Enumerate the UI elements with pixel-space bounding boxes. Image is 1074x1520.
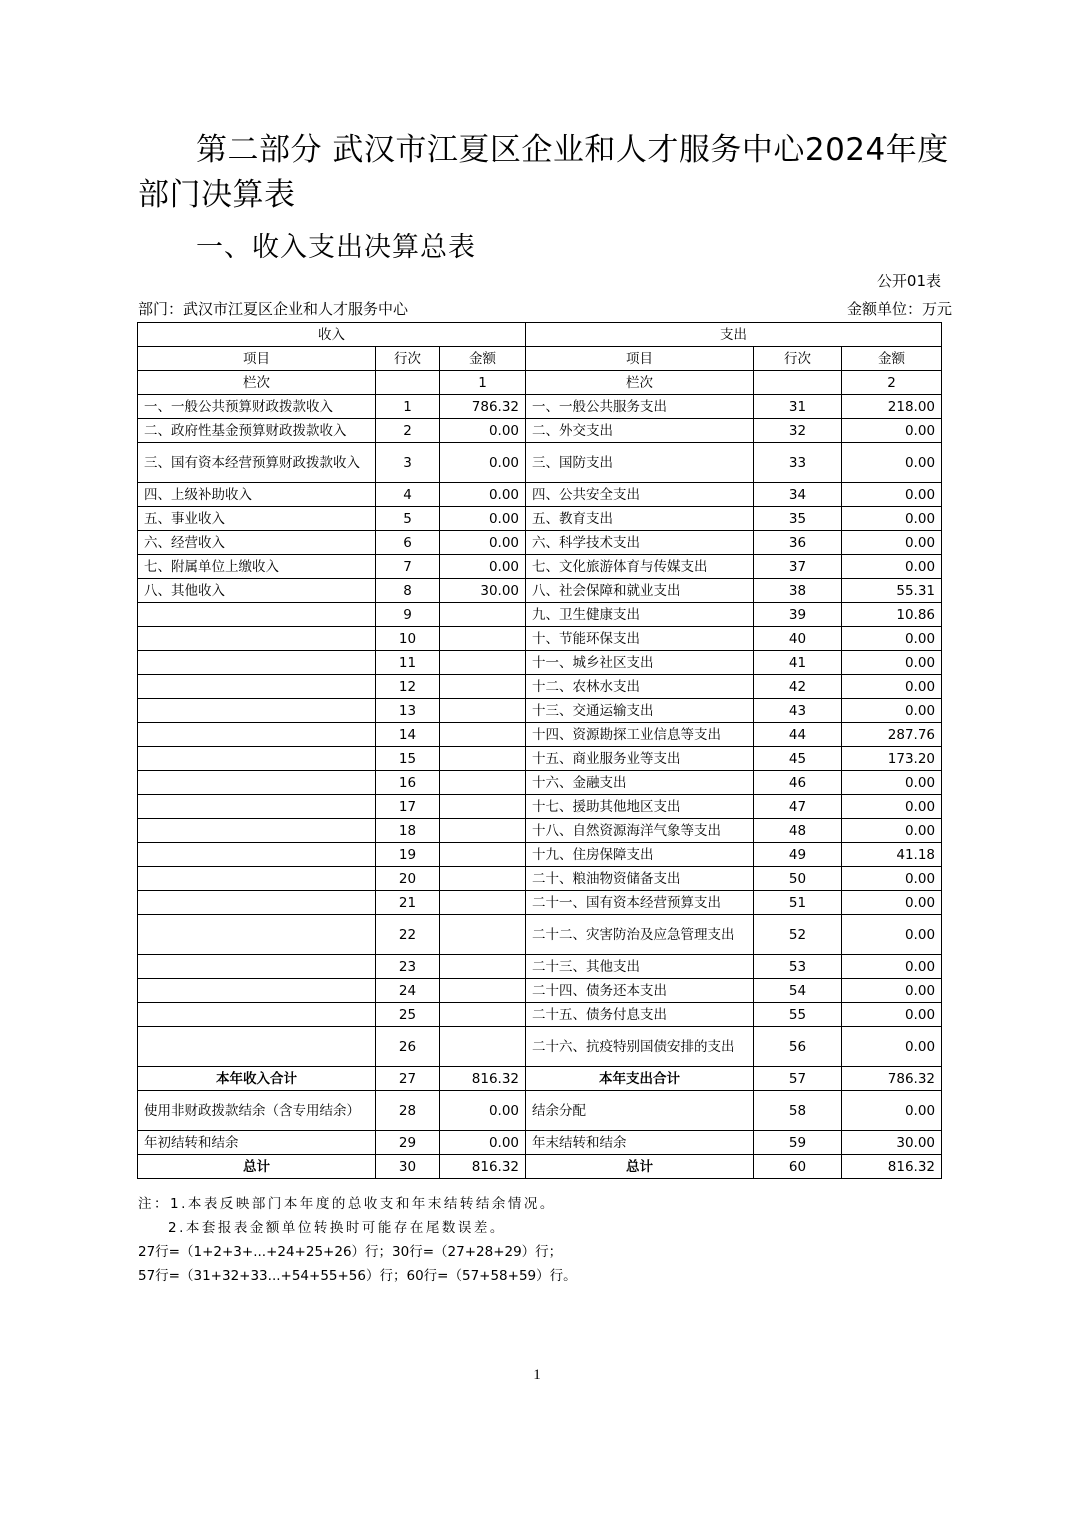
expense-row-no: 41 [754, 651, 842, 675]
income-item: 四、上级补助收入 [138, 483, 376, 507]
income-item: 八、其他收入 [138, 579, 376, 603]
income-amount [440, 771, 526, 795]
income-amount: 0.00 [440, 531, 526, 555]
income-amount [440, 603, 526, 627]
expense-item: 二十三、其他支出 [526, 955, 754, 979]
income-amount [440, 651, 526, 675]
expense-item: 二十六、抗疫特别国债安排的支出 [526, 1027, 754, 1067]
lanci-row [138, 371, 942, 395]
expense-item: 二、外交支出 [526, 419, 754, 443]
expense-item: 一、一般公共服务支出 [526, 395, 754, 419]
income-amount [440, 675, 526, 699]
income-item [138, 603, 376, 627]
income-item: 六、经营收入 [138, 531, 376, 555]
expense-amount: 786.32 [842, 1067, 942, 1091]
table-row [138, 651, 942, 675]
expense-item: 结余分配 [526, 1091, 754, 1131]
expense-row-no: 42 [754, 675, 842, 699]
expense-item: 十五、商业服务业等支出 [526, 747, 754, 771]
expense-item: 本年支出合计 [526, 1067, 754, 1091]
income-amount [440, 867, 526, 891]
income-item [138, 1003, 376, 1027]
income-item: 三、国有资本经营预算财政拨款收入 [138, 443, 376, 483]
table-row [138, 419, 942, 443]
income-amount: 816.32 [440, 1155, 526, 1179]
expense-row-no: 57 [754, 1067, 842, 1091]
income-amount [440, 723, 526, 747]
income-item [138, 771, 376, 795]
table-row [138, 723, 942, 747]
income-amount [440, 955, 526, 979]
expense-item: 十一、城乡社区支出 [526, 651, 754, 675]
income-row-no: 14 [376, 723, 440, 747]
income-item [138, 891, 376, 915]
page-title: 第二部分 武汉市江夏区企业和人才服务中心2024年度部门决算表 [138, 132, 949, 213]
income-amount [440, 1003, 526, 1027]
expense-row-no: 39 [754, 603, 842, 627]
expense-row-no: 48 [754, 819, 842, 843]
expense-amount: 0.00 [842, 979, 942, 1003]
expense-row-no: 56 [754, 1027, 842, 1067]
col-row-no: 行次 [754, 347, 842, 371]
lanci-number: 1 [440, 371, 526, 395]
income-row-no: 5 [376, 507, 440, 531]
expense-amount: 0.00 [842, 531, 942, 555]
col-amount: 金额 [440, 347, 526, 371]
income-item: 本年收入合计 [138, 1067, 376, 1091]
table-row [138, 1003, 942, 1027]
income-amount [440, 1027, 526, 1067]
income-amount: 0.00 [440, 555, 526, 579]
table-row [138, 819, 942, 843]
income-item [138, 979, 376, 1003]
table-row [138, 699, 942, 723]
table-row [138, 627, 942, 651]
table-row [138, 555, 942, 579]
expense-amount: 55.31 [842, 579, 942, 603]
income-item: 年初结转和结余 [138, 1131, 376, 1155]
income-amount: 30.00 [440, 579, 526, 603]
expense-item: 二十一、国有资本经营预算支出 [526, 891, 754, 915]
expense-amount: 10.86 [842, 603, 942, 627]
income-row-no: 26 [376, 1027, 440, 1067]
lanci-number: 2 [842, 371, 942, 395]
table-row [138, 955, 942, 979]
income-amount: 786.32 [440, 395, 526, 419]
expense-row-no: 59 [754, 1131, 842, 1155]
table-row [138, 979, 942, 1003]
table-row [138, 915, 942, 955]
expense-amount: 0.00 [842, 507, 942, 531]
income-item [138, 747, 376, 771]
income-row-no: 4 [376, 483, 440, 507]
expense-amount: 0.00 [842, 651, 942, 675]
income-amount: 0.00 [440, 419, 526, 443]
notes [138, 1192, 577, 1288]
income-row-no: 3 [376, 443, 440, 483]
unit-label: 金额单位：万元 [846, 300, 952, 318]
table-row [138, 603, 942, 627]
page-number: 1 [533, 1367, 541, 1383]
expense-item: 四、公共安全支出 [526, 483, 754, 507]
year-total-row [138, 1067, 942, 1091]
table-row [138, 1027, 942, 1067]
expense-row-no: 33 [754, 443, 842, 483]
grand-total-row [138, 1155, 942, 1179]
income-header: 收入 [138, 323, 526, 347]
expense-row-no: 46 [754, 771, 842, 795]
expense-item: 十三、交通运输支出 [526, 699, 754, 723]
expense-row-no: 45 [754, 747, 842, 771]
expense-amount: 0.00 [842, 555, 942, 579]
header-row [138, 323, 942, 347]
expense-row-no: 55 [754, 1003, 842, 1027]
expense-amount: 287.76 [842, 723, 942, 747]
expense-amount: 173.20 [842, 747, 942, 771]
table-row [138, 531, 942, 555]
income-amount [440, 891, 526, 915]
income-row-no: 15 [376, 747, 440, 771]
expense-amount: 816.32 [842, 1155, 942, 1179]
income-row-no: 29 [376, 1131, 440, 1155]
expense-amount: 0.00 [842, 675, 942, 699]
expense-amount: 0.00 [842, 915, 942, 955]
income-amount [440, 747, 526, 771]
expense-row-no: 60 [754, 1155, 842, 1179]
table-row [138, 1091, 942, 1131]
lanci-label: 栏次 [526, 371, 754, 395]
expense-item: 总计 [526, 1155, 754, 1179]
income-row-no: 7 [376, 555, 440, 579]
expense-amount: 0.00 [842, 795, 942, 819]
income-expense-table [137, 322, 942, 1179]
expense-amount: 0.00 [842, 891, 942, 915]
income-row-no: 6 [376, 531, 440, 555]
expense-amount: 0.00 [842, 867, 942, 891]
expense-item: 二十四、债务还本支出 [526, 979, 754, 1003]
expense-row-no: 49 [754, 843, 842, 867]
table-row [138, 843, 942, 867]
income-item: 五、事业收入 [138, 507, 376, 531]
expense-item: 十、节能环保支出 [526, 627, 754, 651]
income-item [138, 843, 376, 867]
expense-row-no: 32 [754, 419, 842, 443]
income-row-no: 12 [376, 675, 440, 699]
empty-cell [754, 371, 842, 395]
expense-row-no: 47 [754, 795, 842, 819]
expense-item: 六、科学技术支出 [526, 531, 754, 555]
income-item [138, 955, 376, 979]
expense-amount: 41.18 [842, 843, 942, 867]
expense-row-no: 36 [754, 531, 842, 555]
income-row-no: 11 [376, 651, 440, 675]
table-row [138, 579, 942, 603]
table-row [138, 867, 942, 891]
expense-row-no: 43 [754, 699, 842, 723]
income-item [138, 651, 376, 675]
empty-cell [376, 371, 440, 395]
col-amount: 金额 [842, 347, 942, 371]
income-row-no: 19 [376, 843, 440, 867]
table-row [138, 483, 942, 507]
income-item [138, 675, 376, 699]
expense-amount: 0.00 [842, 627, 942, 651]
income-amount [440, 915, 526, 955]
expense-row-no: 40 [754, 627, 842, 651]
income-row-no: 27 [376, 1067, 440, 1091]
income-row-no: 8 [376, 579, 440, 603]
note-2: 2.本套报表金额单位转换时可能存在尾数误差。 [168, 1220, 506, 1236]
income-amount [440, 819, 526, 843]
table-row [138, 675, 942, 699]
expense-item: 年末结转和结余 [526, 1131, 754, 1155]
income-row-no: 21 [376, 891, 440, 915]
income-row-no: 16 [376, 771, 440, 795]
lanci-label: 栏次 [138, 371, 376, 395]
income-item: 使用非财政拨款结余（含专用结余） [138, 1091, 376, 1131]
income-item: 二、政府性基金预算财政拨款收入 [138, 419, 376, 443]
income-item: 总计 [138, 1155, 376, 1179]
expense-amount: 0.00 [842, 699, 942, 723]
income-amount [440, 843, 526, 867]
table-row [138, 771, 942, 795]
income-item [138, 1027, 376, 1067]
expense-item: 七、文化旅游体育与传媒支出 [526, 555, 754, 579]
income-row-no: 25 [376, 1003, 440, 1027]
income-item [138, 819, 376, 843]
income-row-no: 30 [376, 1155, 440, 1179]
income-item [138, 627, 376, 651]
expense-item: 三、国防支出 [526, 443, 754, 483]
income-amount: 0.00 [440, 1131, 526, 1155]
expense-row-no: 37 [754, 555, 842, 579]
income-row-no: 28 [376, 1091, 440, 1131]
income-row-no: 17 [376, 795, 440, 819]
income-row-no: 9 [376, 603, 440, 627]
expense-item: 十七、援助其他地区支出 [526, 795, 754, 819]
expense-item: 九、卫生健康支出 [526, 603, 754, 627]
income-amount [440, 699, 526, 723]
table-row [138, 891, 942, 915]
note-3: 27行=（1+2+3+...+24+25+26）行；30行=（27+28+29）行； [138, 1244, 563, 1260]
expense-amount: 0.00 [842, 955, 942, 979]
table-row [138, 507, 942, 531]
expense-item: 二十五、债务付息支出 [526, 1003, 754, 1027]
income-row-no: 24 [376, 979, 440, 1003]
expense-row-no: 31 [754, 395, 842, 419]
expense-amount: 0.00 [842, 443, 942, 483]
department-label: 部门：武汉市江夏区企业和人才服务中心 [138, 300, 409, 318]
expense-header: 支出 [526, 323, 942, 347]
income-amount: 816.32 [440, 1067, 526, 1091]
note-1: 注：1.本表反映部门本年度的总收支和年末结转结余情况。 [138, 1196, 556, 1212]
income-item [138, 795, 376, 819]
expense-row-no: 50 [754, 867, 842, 891]
expense-row-no: 58 [754, 1091, 842, 1131]
income-amount [440, 979, 526, 1003]
income-item [138, 915, 376, 955]
income-item [138, 699, 376, 723]
expense-item: 十九、住房保障支出 [526, 843, 754, 867]
income-amount: 0.00 [440, 507, 526, 531]
expense-item: 十八、自然资源海洋气象等支出 [526, 819, 754, 843]
expense-amount: 0.00 [842, 819, 942, 843]
col-item: 项目 [138, 347, 376, 371]
income-row-no: 18 [376, 819, 440, 843]
expense-item: 二十二、灾害防治及应急管理支出 [526, 915, 754, 955]
expense-amount: 0.00 [842, 771, 942, 795]
expense-row-no: 52 [754, 915, 842, 955]
expense-row-no: 38 [754, 579, 842, 603]
expense-row-no: 53 [754, 955, 842, 979]
income-amount: 0.00 [440, 1091, 526, 1131]
expense-row-no: 54 [754, 979, 842, 1003]
expense-amount: 30.00 [842, 1131, 942, 1155]
col-row-no: 行次 [376, 347, 440, 371]
column-header-row [138, 347, 942, 371]
expense-row-no: 51 [754, 891, 842, 915]
expense-item: 十二、农林水支出 [526, 675, 754, 699]
income-item [138, 867, 376, 891]
form-number: 公开01表 [876, 272, 941, 290]
expense-item: 五、教育支出 [526, 507, 754, 531]
section-title: 一、收入支出决算总表 [196, 232, 476, 263]
income-row-no: 22 [376, 915, 440, 955]
income-amount [440, 795, 526, 819]
expense-amount: 0.00 [842, 419, 942, 443]
income-amount [440, 627, 526, 651]
income-row-no: 13 [376, 699, 440, 723]
expense-row-no: 44 [754, 723, 842, 747]
income-item [138, 723, 376, 747]
expense-row-no: 34 [754, 483, 842, 507]
expense-amount: 0.00 [842, 1003, 942, 1027]
expense-amount: 0.00 [842, 483, 942, 507]
table-body [138, 323, 942, 1179]
expense-amount: 0.00 [842, 1027, 942, 1067]
income-row-no: 2 [376, 419, 440, 443]
expense-item: 十四、资源勘探工业信息等支出 [526, 723, 754, 747]
table-row [138, 795, 942, 819]
income-amount: 0.00 [440, 483, 526, 507]
table-row [138, 395, 942, 419]
income-row-no: 1 [376, 395, 440, 419]
income-item: 一、一般公共预算财政拨款收入 [138, 395, 376, 419]
note-4: 57行=（31+32+33...+54+55+56）行；60行=（57+58+59）行。 [138, 1268, 577, 1284]
table-row [138, 443, 942, 483]
table-row [138, 1131, 942, 1155]
income-row-no: 10 [376, 627, 440, 651]
income-amount: 0.00 [440, 443, 526, 483]
expense-item: 二十、粮油物资储备支出 [526, 867, 754, 891]
income-row-no: 23 [376, 955, 440, 979]
expense-item: 八、社会保障和就业支出 [526, 579, 754, 603]
expense-row-no: 35 [754, 507, 842, 531]
expense-amount: 0.00 [842, 1091, 942, 1131]
col-item: 项目 [526, 347, 754, 371]
income-item: 七、附属单位上缴收入 [138, 555, 376, 579]
expense-item: 十六、金融支出 [526, 771, 754, 795]
expense-amount: 218.00 [842, 395, 942, 419]
table-row [138, 747, 942, 771]
income-row-no: 20 [376, 867, 440, 891]
